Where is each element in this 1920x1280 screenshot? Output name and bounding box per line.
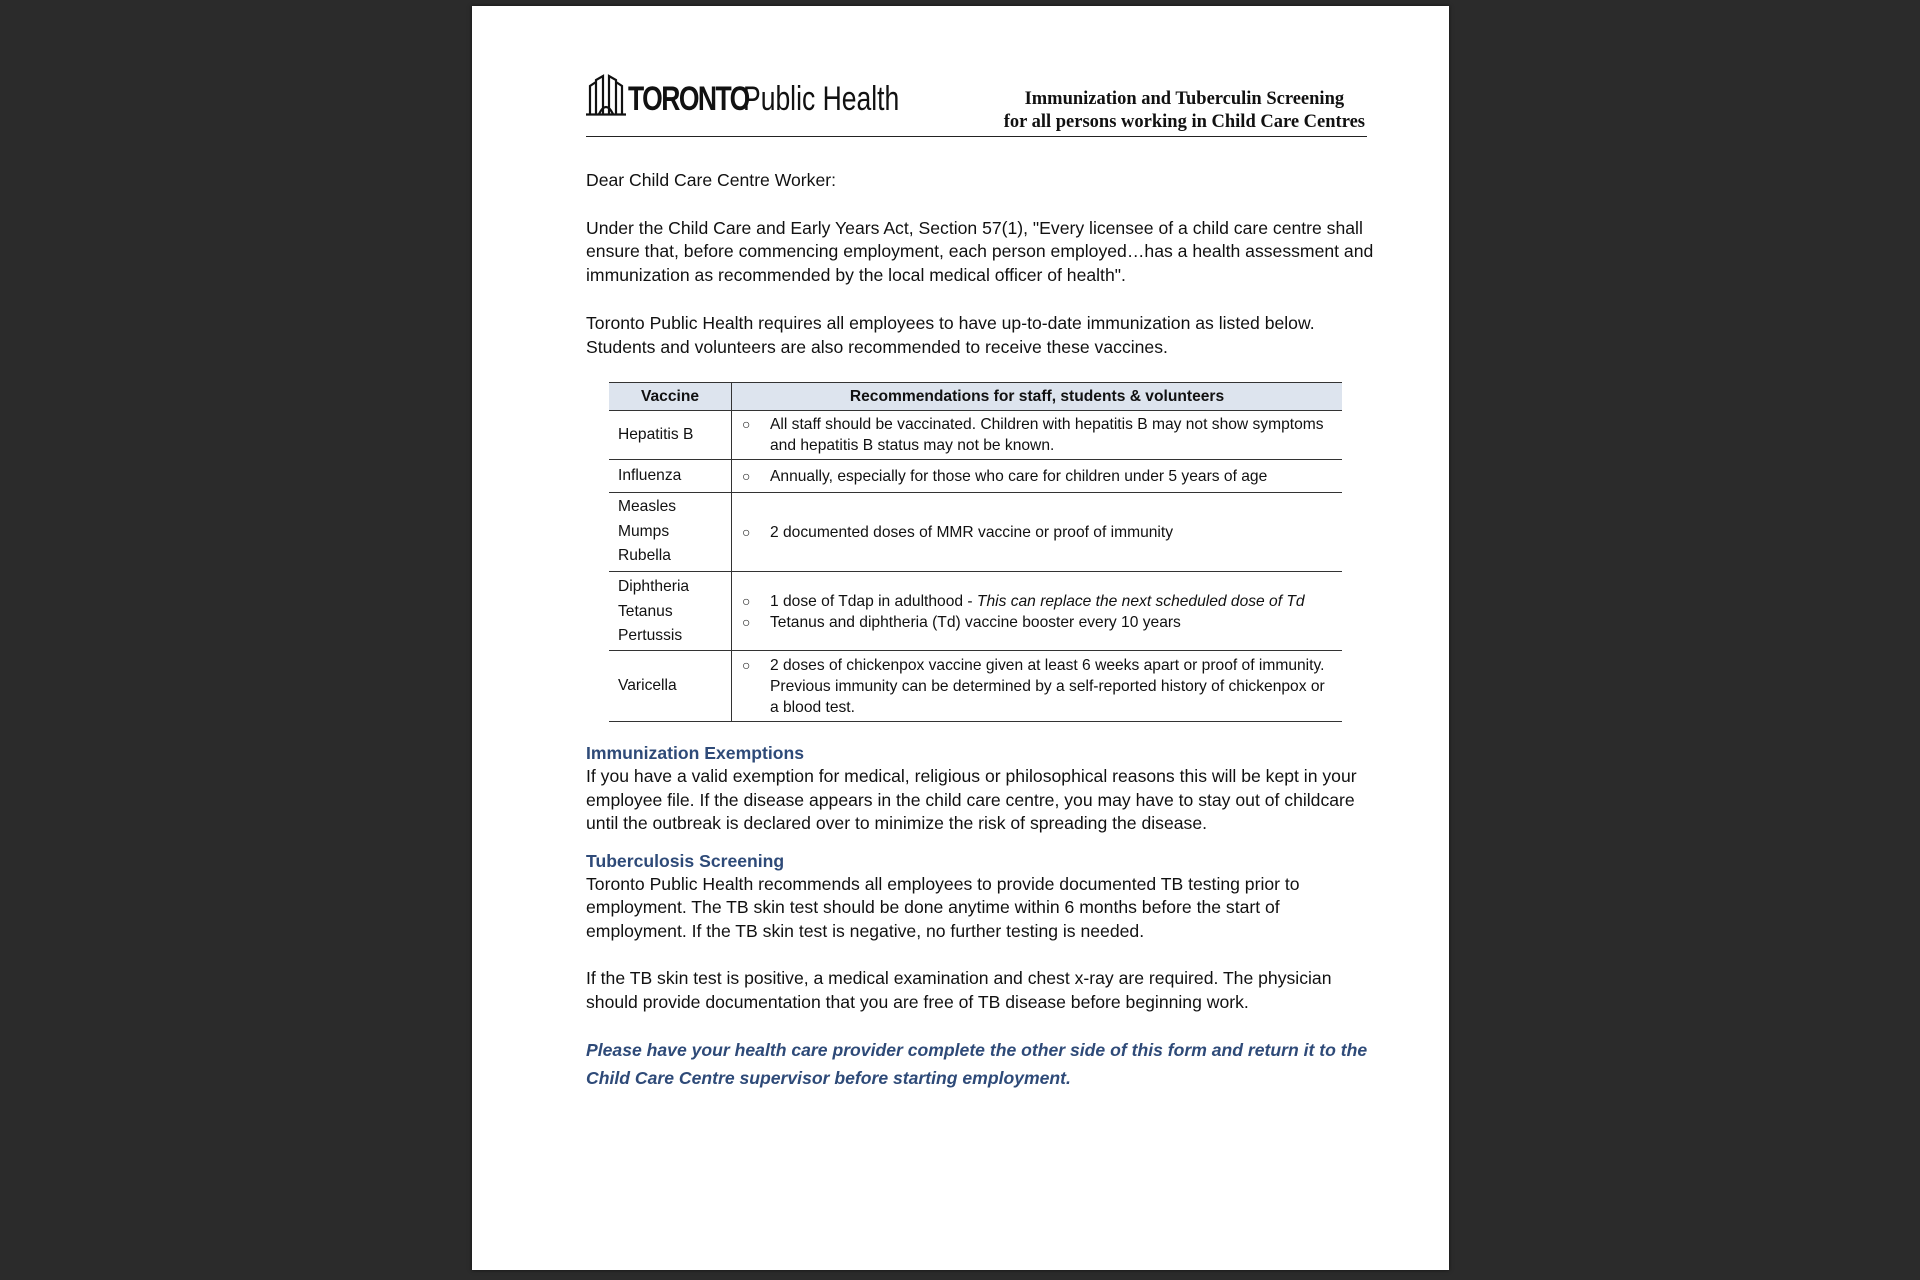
recommendation-text-main: 1 dose of Tdap in adulthood - [770, 593, 977, 610]
vaccine-cell [609, 651, 732, 722]
bullet-icon: ○ [742, 416, 751, 432]
table-row [609, 651, 1342, 722]
recommendation-list [732, 466, 1342, 487]
city-hall-icon [586, 74, 626, 116]
tb-positive-text: If the TB skin test is positive, a medical examination and chest x-ray are required. The physician should provide documentation that you are free of TB disease before beginning work. [586, 968, 1332, 1012]
vaccine-table [609, 382, 1342, 722]
closing-instruction: Please have your health care provider complete the other side of this form and return it to the Child Care Centre supervisor before starting employment. [586, 1040, 1368, 1088]
bullet-icon: ○ [742, 656, 751, 673]
tb-screening-heading: Tuberculosis Screening [586, 850, 785, 871]
vaccine-name: Diphtheria [618, 578, 690, 596]
logo-toronto-text: TORONTO [628, 80, 749, 118]
recommendation-cell [732, 572, 1343, 651]
recommendation-cell [732, 460, 1343, 493]
recommendation-cell [732, 411, 1343, 460]
document-title-line2: for all persons working in Child Care Centres [1003, 112, 1365, 132]
recommendation-text: All staff should be vaccinated. Children with hepatitis B may not show symptoms and hepatitis B status may not be known. [770, 416, 1324, 454]
recommendation-list [732, 414, 1342, 456]
recommendations-column-header: Recommendations for staff, students & volunteers [732, 383, 1343, 411]
list-item [742, 522, 1334, 543]
recommendation-cell [732, 493, 1343, 572]
letterhead [586, 68, 1367, 137]
requirements-paragraph: Toronto Public Health requires all employees to have up-to-date immunization as listed below. Students and volunteers are also recommended to receive these vaccines. [586, 313, 1315, 357]
list-item [742, 466, 1334, 487]
vaccine-name: Mumps [618, 522, 670, 540]
recommendation-text: Annually, especially for those who care for children under 5 years of age [770, 467, 1268, 485]
vaccine-name: Hepatitis B [618, 425, 694, 443]
recommendation-text: 2 documented doses of MMR vaccine or proof of immunity [770, 523, 1174, 541]
document-title [1004, 88, 1365, 134]
recommendation-list [732, 589, 1342, 633]
list-item [742, 414, 1334, 456]
bullet-icon: ○ [742, 523, 751, 540]
vaccine-cell [609, 493, 732, 572]
vaccine-column-header: Vaccine [609, 383, 732, 411]
tb-screening-text: Toronto Public Health recommends all employees to provide documented TB testing prior to employment. The TB skin test should be done anytime within 6 months before the start of employment. If the TB skin test is negative, no further testing is needed. [586, 873, 1300, 941]
vaccine-cell [609, 411, 732, 460]
recommendation-text [770, 591, 1305, 612]
logo-public-health-text: Public Health [742, 80, 900, 118]
page-content [586, 68, 1382, 1092]
table-row [609, 572, 1342, 651]
vaccine-name: Pertussis [618, 627, 683, 645]
list-item [742, 655, 1334, 718]
vaccine-name: Measles [618, 498, 677, 516]
recommendation-text: 2 doses of chickenpox vaccine given at least 6 weeks apart or proof of immunity. Previous immunity can be determined by a self-reported history of chickenpox or a blood test. [770, 656, 1325, 716]
vaccine-name: Influenza [618, 466, 682, 484]
table-row [609, 411, 1342, 460]
list-item [742, 612, 1334, 633]
recommendation-cell [732, 651, 1343, 722]
document-title-line1: Immunization and Tuberculin Screening [1024, 89, 1345, 109]
vaccine-name: Tetanus [618, 602, 673, 620]
exemptions-heading: Immunization Exemptions [586, 743, 804, 763]
document-page [472, 6, 1449, 1270]
table-row [609, 493, 1342, 572]
list-item [742, 591, 1334, 612]
vaccine-cell [609, 460, 732, 493]
bullet-icon: ○ [742, 614, 751, 630]
vaccine-name: Varicella [618, 676, 677, 694]
vaccine-cell [609, 572, 732, 651]
table-row [609, 460, 1342, 493]
recommendation-list [732, 522, 1342, 543]
bullet-icon: ○ [742, 467, 751, 484]
toronto-public-health-logo [586, 74, 943, 116]
exemptions-text: If you have a valid exemption for medical, religious or philosophical reasons this will be kept in your employee file. If the disease appears in the child care centre, you may have to stay out of childcare until the outbreak is declared over to minimize the risk of spreading the disease. [586, 766, 1357, 833]
greeting: Dear Child Care Centre Worker: [586, 170, 836, 190]
recommendation-text: Tetanus and diphtheria (Td) vaccine booster every 10 years [770, 614, 1181, 631]
recommendation-list [732, 655, 1342, 718]
bullet-icon: ○ [742, 593, 751, 609]
recommendation-text-italic: This can replace the next scheduled dose of Td [976, 593, 1305, 610]
table-header-row [609, 383, 1342, 411]
vaccine-name: Rubella [618, 547, 671, 565]
act-paragraph: Under the Child Care and Early Years Act, Section 57(1), "Every licensee of a child care centre shall ensure that, before commencing employment, each person employed…has a health assessment and immunization as recommended by the local medical officer of health". [586, 217, 1374, 285]
